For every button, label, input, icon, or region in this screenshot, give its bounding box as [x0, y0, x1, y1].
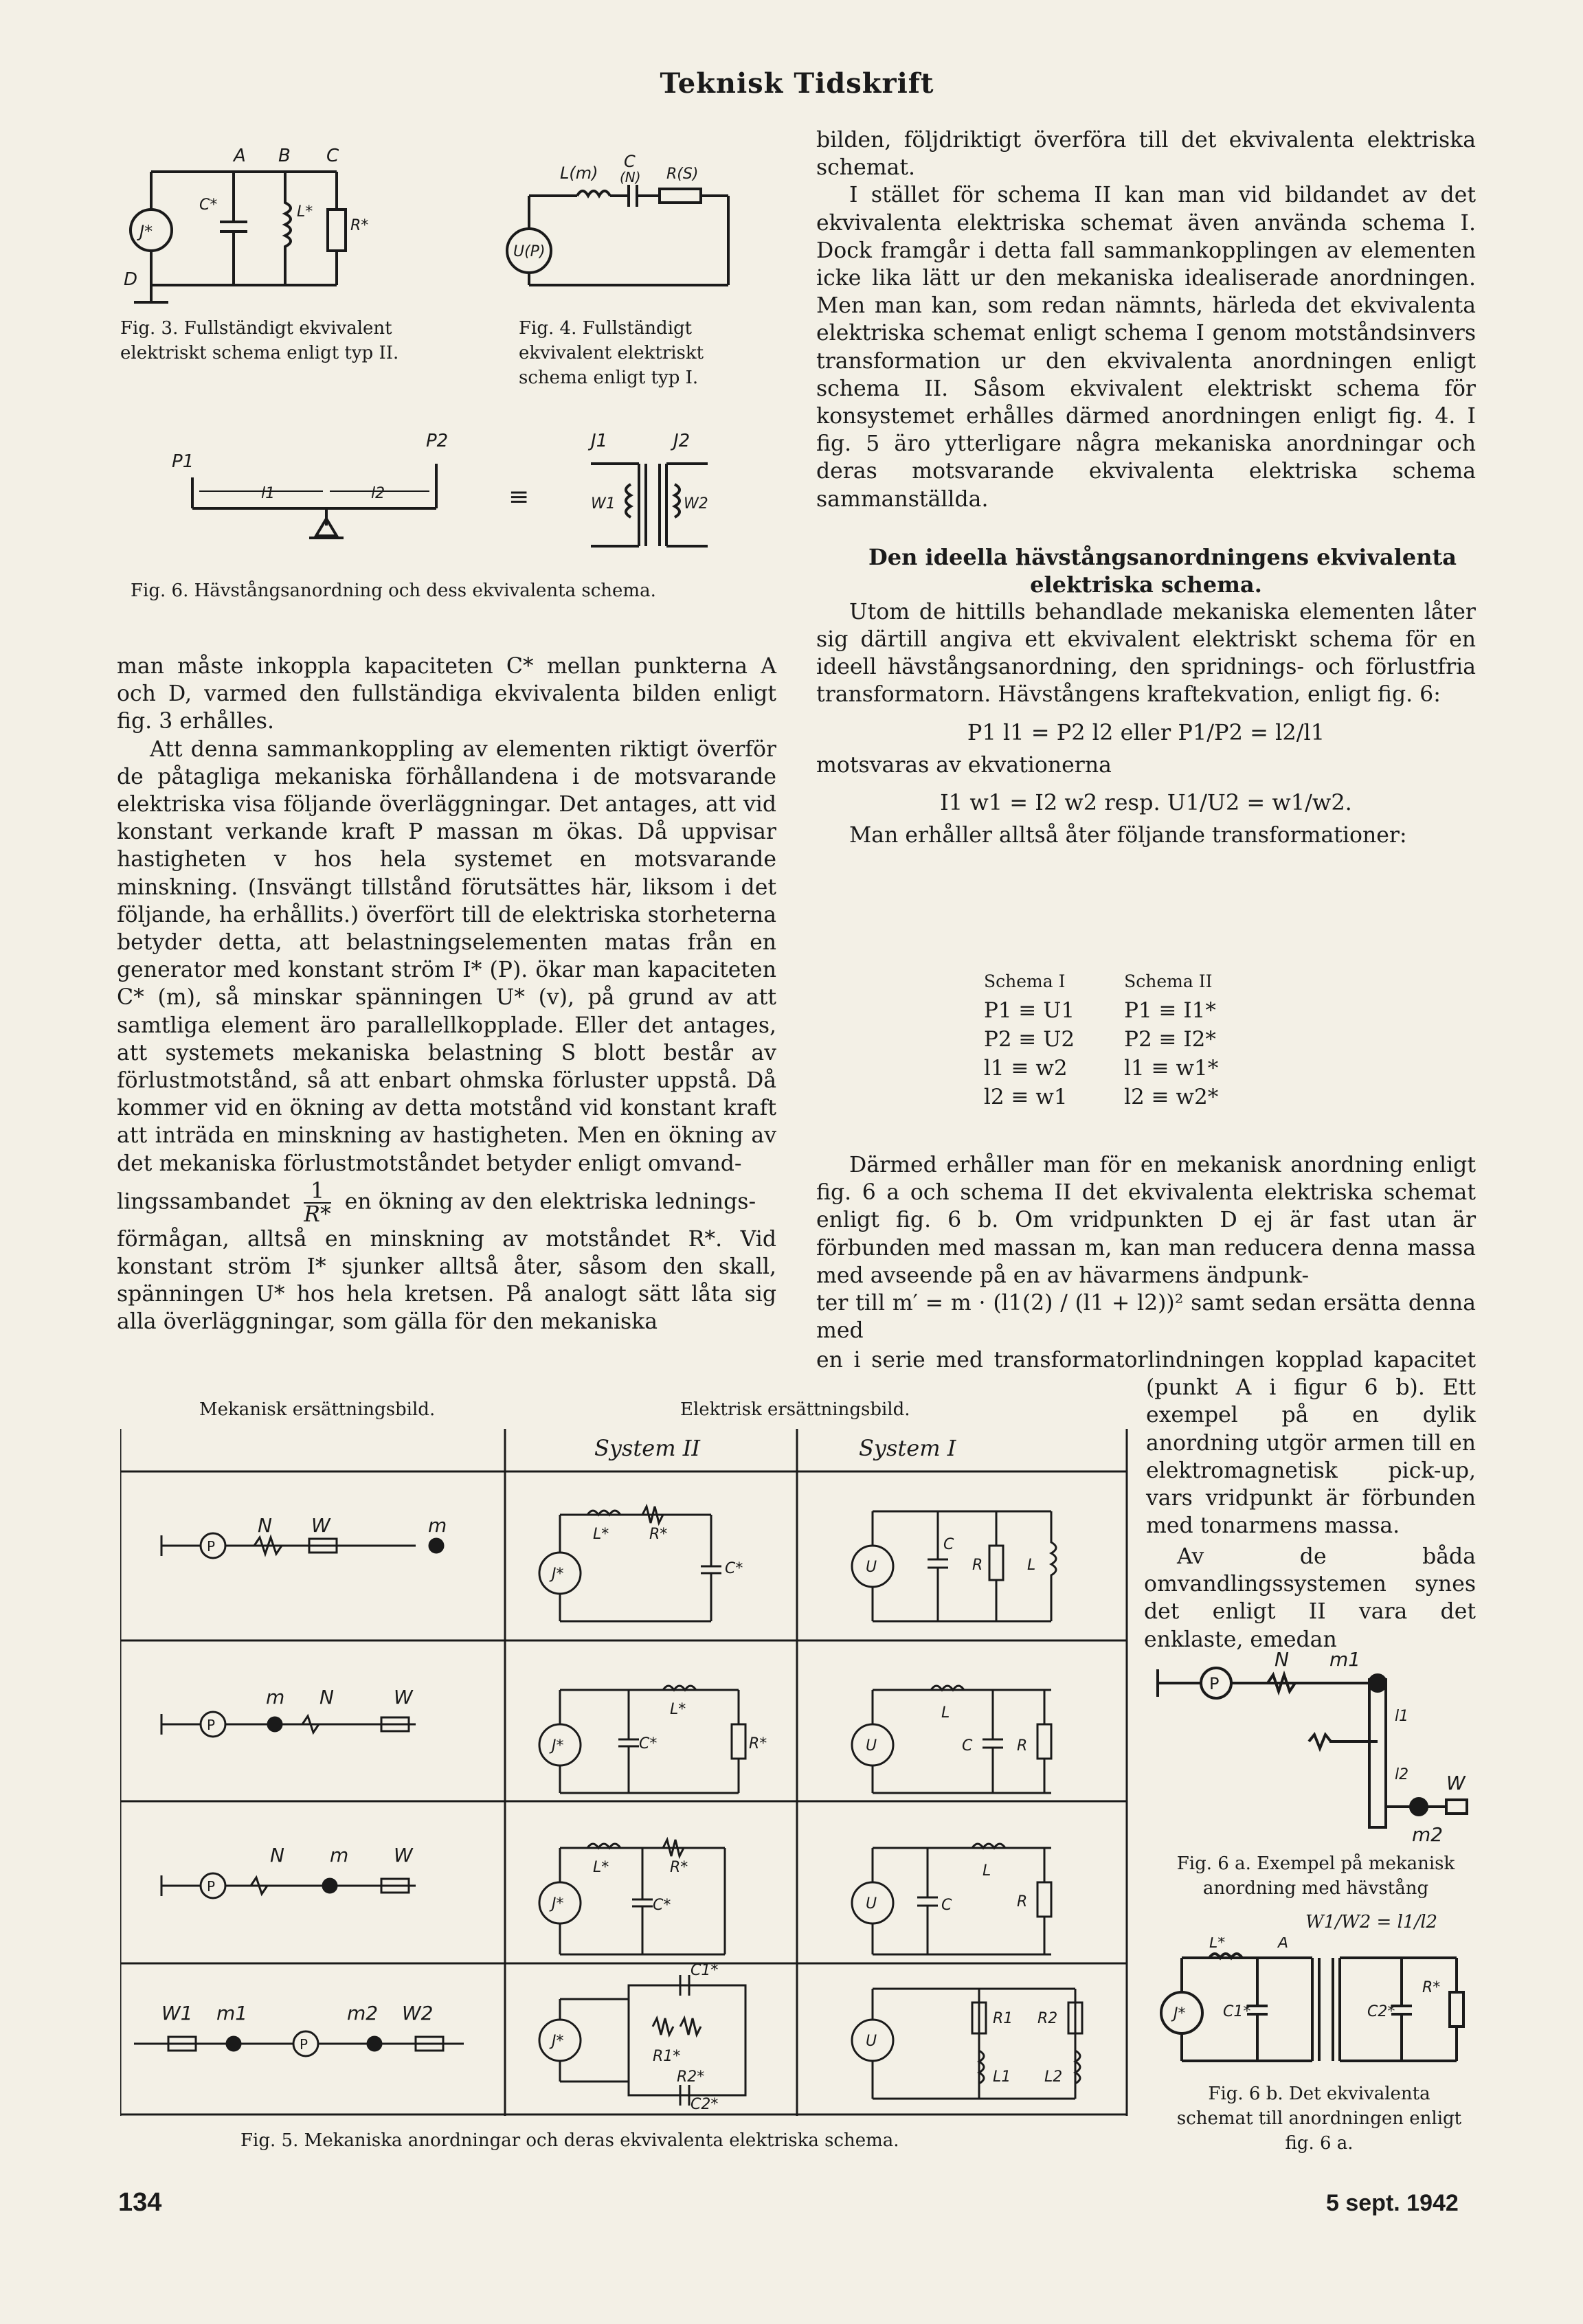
table-row: [984, 997, 1266, 1024]
svg-text:L: L: [941, 1704, 950, 1722]
svg-text:L1: L1: [993, 2068, 1011, 2086]
fraction: [304, 1180, 330, 1226]
svg-text:C1*: C1*: [1223, 2003, 1251, 2020]
svg-text:J*: J*: [552, 1895, 564, 1913]
svg-text:L*: L*: [593, 1526, 609, 1543]
paragraph-fraction: [117, 1180, 776, 1226]
paragraph: Man erhåller alltså åter följande transformationer:: [849, 823, 1407, 848]
table-cell: P2 ≡ U2: [984, 1027, 1075, 1052]
svg-text:R2*: R2*: [677, 2068, 705, 2086]
svg-text:P: P: [1209, 1674, 1220, 1693]
svg-text:J*: J*: [552, 1566, 564, 1583]
paragraph: motsvaras av ekvationerna: [816, 752, 1112, 778]
fraction-numerator: 1: [304, 1180, 330, 1204]
svg-text:m: m: [330, 1844, 349, 1866]
svg-text:L: L: [1027, 1557, 1036, 1574]
svg-text:L2: L2: [1044, 2068, 1063, 2086]
svg-text:R*: R*: [649, 1526, 668, 1543]
svg-text:W2: W2: [402, 2002, 434, 2024]
fig6-caption: Fig. 6. Hävstångsanordning och dess ekvivalenta schema.: [131, 580, 656, 601]
svg-text:L*: L*: [670, 1701, 686, 1718]
svg-text:N: N: [270, 1844, 284, 1866]
svg-text:m: m: [428, 1514, 447, 1537]
svg-text:P: P: [207, 1878, 216, 1895]
fig5-label-mek: Mekanisk ersättningsbild.: [199, 1399, 436, 1420]
svg-text:P: P: [207, 1717, 216, 1733]
text-span: samt sedan ersätta denna med: [816, 1291, 1477, 1344]
svg-text:W: W: [394, 1686, 413, 1708]
page-number: 134: [118, 2188, 162, 2217]
svg-text:l1: l1: [261, 485, 276, 502]
sys2-row-3: [539, 1840, 725, 1954]
fig5-label-el: Elektrisk ersättningsbild.: [680, 1399, 910, 1420]
svg-text:l1: l1: [1395, 1708, 1409, 1725]
paragraph: Att denna sammankoppling av elementen riktigt överför de påtagliga mekaniska förhållandena i de motsvarande elektriska visa följande överläggningar. Det antages, att vid konstant verkande kraft P massan m ökas. Då uppvisar hastigheten v hos hela systemet en motsvarande minskning. (Insvängt tillstånd förutsättes här, liksom i det följande, ha erhållits.) överfört till de elektriska storheterna betyder detta, att belastningselementen matas från en generator med konstant ström I* (P). ökar man kapaciteten C* (m), så minskar spänningen U* (v), på grund av att samtliga element äro parallellkopplade. Eller det antages, att systemets mekaniska belastning S blott består av förlustmotstånd, så att enbart ohmska förluster uppstå. Då kommer vid en ökning av detta motstånd vid konstant kraft att inträda en minskning av hastigheten. Men en ökning av det mekaniska förlustmotståndet betyder enligt omvand-: [117, 736, 776, 1176]
mech-row-3: [161, 1844, 416, 1898]
equation-2: I1 w1 = I2 w2 resp. U1/U2 = w1/w2.: [940, 789, 1352, 816]
svg-text:W1: W1: [161, 2002, 193, 2024]
svg-text:L*: L*: [1209, 1937, 1226, 1952]
svg-text:W2: W2: [684, 495, 708, 512]
paragraph: bilden, följdriktigt överföra till det ekvivalenta elektriska schemat.: [816, 128, 1476, 181]
svg-text:B: B: [278, 146, 291, 166]
table-cell: l2 ≡ w2*: [1124, 1085, 1219, 1109]
table-cell: l1 ≡ w1*: [1124, 1056, 1219, 1081]
fig5-caption: Fig. 5. Mekaniska anordningar och deras ekvivalenta elektriska schema.: [240, 2130, 899, 2151]
svg-text:W1: W1: [591, 495, 616, 512]
sys1-row-3: [852, 1844, 1051, 1954]
svg-text:R*: R*: [670, 1859, 688, 1876]
sys1-row-4: [852, 1989, 1082, 2099]
text-span: en ökning av den elektriska lednings-: [344, 1189, 756, 1215]
fig4-circuit: [495, 155, 756, 299]
table-row: [984, 1054, 1266, 1082]
svg-text:W: W: [311, 1514, 330, 1537]
table-cell: l2 ≡ w1: [984, 1085, 1068, 1109]
svg-text:l2: l2: [1395, 1766, 1409, 1783]
right-column-cont: [816, 1151, 1476, 1344]
paragraph: Av de båda omvandlingssystemen synes det enligt II vara det enklaste, emedan: [1144, 1544, 1476, 1652]
table-row: [984, 1026, 1266, 1053]
svg-text:W: W: [1446, 1772, 1466, 1794]
fraction-denominator: R*: [304, 1202, 331, 1227]
svg-text:C: C: [943, 1536, 954, 1553]
svg-text:J*: J*: [552, 2033, 564, 2050]
svg-text:C: C: [962, 1737, 973, 1755]
sys2-row-2: [539, 1686, 767, 1793]
table-cell: P1 ≡ I1*: [1124, 998, 1216, 1023]
table-cell: P2 ≡ I2*: [1124, 1027, 1216, 1052]
svg-text:J1: J1: [591, 431, 608, 451]
svg-text:R2: R2: [1037, 2010, 1058, 2027]
svg-text:C*: C*: [199, 196, 218, 214]
svg-text:C2*: C2*: [1367, 2003, 1395, 2020]
paragraph: Därmed erhåller man för en mekanisk anordning enligt fig. 6 a och schema II det ekvivalenta elektriska schemat enligt fig. 6 b. Om vridpunkten D ej är fast utan är förbunden med massan m, kan man reducera denna massa med avseende på en av hävarmens ändpunk-: [816, 1153, 1476, 1288]
mech-row-2: [161, 1686, 416, 1737]
svg-text:J2: J2: [673, 431, 691, 451]
svg-text:D: D: [124, 269, 138, 290]
sys2-row-1: [539, 1507, 743, 1621]
fig3-caption: Fig. 3. Fullständigt ekvivalent elektriskt schema enligt typ II.: [120, 318, 399, 363]
fig5-table: [120, 1422, 1130, 2123]
svg-text:C*: C*: [653, 1897, 671, 1914]
svg-text:U: U: [866, 1895, 877, 1913]
svg-text:A: A: [1278, 1937, 1289, 1952]
svg-text:C: C: [624, 155, 636, 171]
svg-text:m: m: [266, 1686, 285, 1708]
mech-row-1: [161, 1514, 447, 1558]
svg-text:P: P: [300, 2036, 308, 2053]
table-cell: P1 ≡ U1: [984, 998, 1075, 1023]
svg-text:J*: J*: [552, 1737, 564, 1755]
sys2-row-4: [539, 1962, 745, 2113]
svg-text:m2: m2: [1412, 1823, 1444, 1846]
table-header: Schema I: [984, 971, 1066, 991]
fig4-caption: Fig. 4. Fullständigt ekvivalent elektriskt schema enligt typ I.: [519, 318, 704, 388]
svg-text:C*: C*: [725, 1560, 743, 1577]
fig6a-diagram: [1151, 1642, 1481, 1848]
svg-text:l2: l2: [371, 485, 385, 502]
svg-text:A: A: [234, 146, 246, 166]
svg-text:R*: R*: [749, 1735, 767, 1752]
svg-text:U(P): U(P): [513, 243, 546, 260]
svg-text:C2*: C2*: [691, 2096, 719, 2113]
svg-text:R1*: R1*: [653, 2048, 681, 2065]
svg-text:R1: R1: [993, 2010, 1013, 2027]
schema-table: [983, 969, 1268, 1112]
svg-text:C: C: [941, 1897, 952, 1914]
issue-date: 5 sept. 1942: [1326, 2190, 1459, 2216]
svg-text:L*: L*: [593, 1859, 609, 1876]
svg-text:(N): (N): [620, 169, 641, 185]
svg-text:N: N: [319, 1686, 334, 1708]
svg-text:m1: m1: [216, 2002, 248, 2024]
paragraph: en i serie med transformatorlindningen kopplad kapacitet (punkt A i figur 6 b). Ett exempel på en dylik anordning utgör armen till en elektromagnetisk pick-up, vars vridpunkt är förbunden med tonarmens massa.: [816, 1348, 1476, 1539]
mech-row-4: [134, 2002, 464, 2056]
svg-text:U: U: [866, 2033, 877, 2050]
svg-text:m1: m1: [1329, 1648, 1361, 1671]
fig6b-circuit: [1154, 1937, 1477, 2075]
svg-text:J*: J*: [1174, 2005, 1186, 2022]
formula: ter till m′ = m · (l1(2) / (l1 + l2))²: [816, 1291, 1184, 1316]
svg-text:U: U: [866, 1559, 877, 1576]
svg-text:R*: R*: [1422, 1979, 1441, 1996]
fig6b-formula: W1/W2 = l1/l2: [1305, 1912, 1438, 1932]
paragraph: I stället för schema II kan man vid bildandet av det ekvivalenta elektriska schemat även använda schema I. Dock framgår i detta fall sammankopplingen av elementen icke lika lätt ur den mekaniska idealiserade anordningen. Men man kan, som redan nämnts, härleda det ekvivalenta elektriska schemat enligt schema I genom motståndsinvers transformation ur den ekvivalenta anordningen enligt schema II. Såsom ekvivalent elektriskt schema för konsystemet erhålles därmed anordningen enligt fig. 4. I fig. 5 äro ytterligare några mekaniska anordningar och deras motsvarande ekvivalenta elektriska schema sammanställda.: [816, 183, 1476, 512]
paragraph: Utom de hittills behandlade mekaniska elementen låter sig därtill angiva ett ekvivalent elektriskt schema för en ideell hävstångsanordning, den spridnings- och förlustfria transformatorn. Hävstångens kraftekvation, enligt fig. 6:: [816, 599, 1476, 708]
svg-text:R: R: [1017, 1893, 1028, 1910]
svg-text:L*: L*: [297, 203, 313, 221]
svg-text:C: C: [326, 146, 339, 166]
section-title: Den ideella hävstångsanordningens ekvivalenta elektriska schema.: [868, 543, 1457, 598]
paragraph-formula: [816, 1289, 1476, 1344]
table-row: [984, 1083, 1266, 1111]
svg-text:P2: P2: [426, 431, 449, 451]
svg-text:R*: R*: [350, 217, 369, 234]
svg-text:N: N: [1275, 1648, 1289, 1671]
fig6-lever-diagram: [172, 422, 721, 580]
table-cell: l1 ≡ w2: [984, 1056, 1068, 1081]
right-column-narrow: [1144, 1543, 1476, 1654]
svg-text:P1: P1: [172, 451, 194, 472]
paragraph: man måste inkoppla kapaciteten C* mellan punkterna A och D, varmed den fullständiga ekvivalenta bilden enligt fig. 3 erhålles.: [117, 654, 776, 734]
fig6b-caption: Fig. 6 b. Det ekvivalenta schemat till anordningen enligt fig. 6 a.: [1176, 2084, 1462, 2154]
svg-text:≡: ≡: [508, 483, 530, 511]
svg-text:N: N: [258, 1514, 272, 1537]
svg-text:P: P: [207, 1538, 216, 1555]
svg-text:C1*: C1*: [691, 1962, 719, 1979]
svg-text:W: W: [394, 1844, 413, 1866]
left-column: [117, 653, 776, 1336]
sys1-row-1: [852, 1511, 1056, 1621]
equation-1: P1 l1 = P2 l2 eller P1/P2 = l2/l1: [967, 719, 1325, 745]
table-header: Schema II: [1124, 971, 1213, 991]
fig5-system1-label: System I: [859, 1435, 956, 1461]
sys1-row-2: [852, 1686, 1051, 1793]
svg-text:m2: m2: [347, 2002, 379, 2024]
fig3-circuit: [117, 141, 405, 313]
right-column: [816, 126, 1476, 849]
journal-header: Teknisk Tidskrift: [660, 67, 934, 100]
table-header-row: [984, 970, 1266, 995]
svg-text:J*: J*: [139, 222, 153, 241]
svg-text:R(S): R(S): [666, 166, 699, 183]
svg-text:U: U: [866, 1737, 877, 1755]
svg-text:C*: C*: [639, 1735, 658, 1752]
fig5-system2-label: System II: [594, 1435, 701, 1461]
svg-text:L(m): L(m): [560, 163, 598, 183]
svg-text:R: R: [972, 1557, 983, 1574]
text-span: lingssambandet: [117, 1189, 291, 1215]
fig6a-caption: Fig. 6 a. Exempel på mekanisk anordning med hävstång: [1176, 1853, 1455, 1899]
svg-text:L: L: [983, 1862, 991, 1880]
svg-text:R: R: [1017, 1737, 1028, 1755]
paragraph: förmågan, alltså en minskning av motståndet R*. Vid konstant ström I* sjunker alltså åter, såsom den skall, spänningen U* hos hela kretsen. På analogt sätt låta sig alla överläggningar, som gälla för den mekaniska: [117, 1226, 776, 1335]
